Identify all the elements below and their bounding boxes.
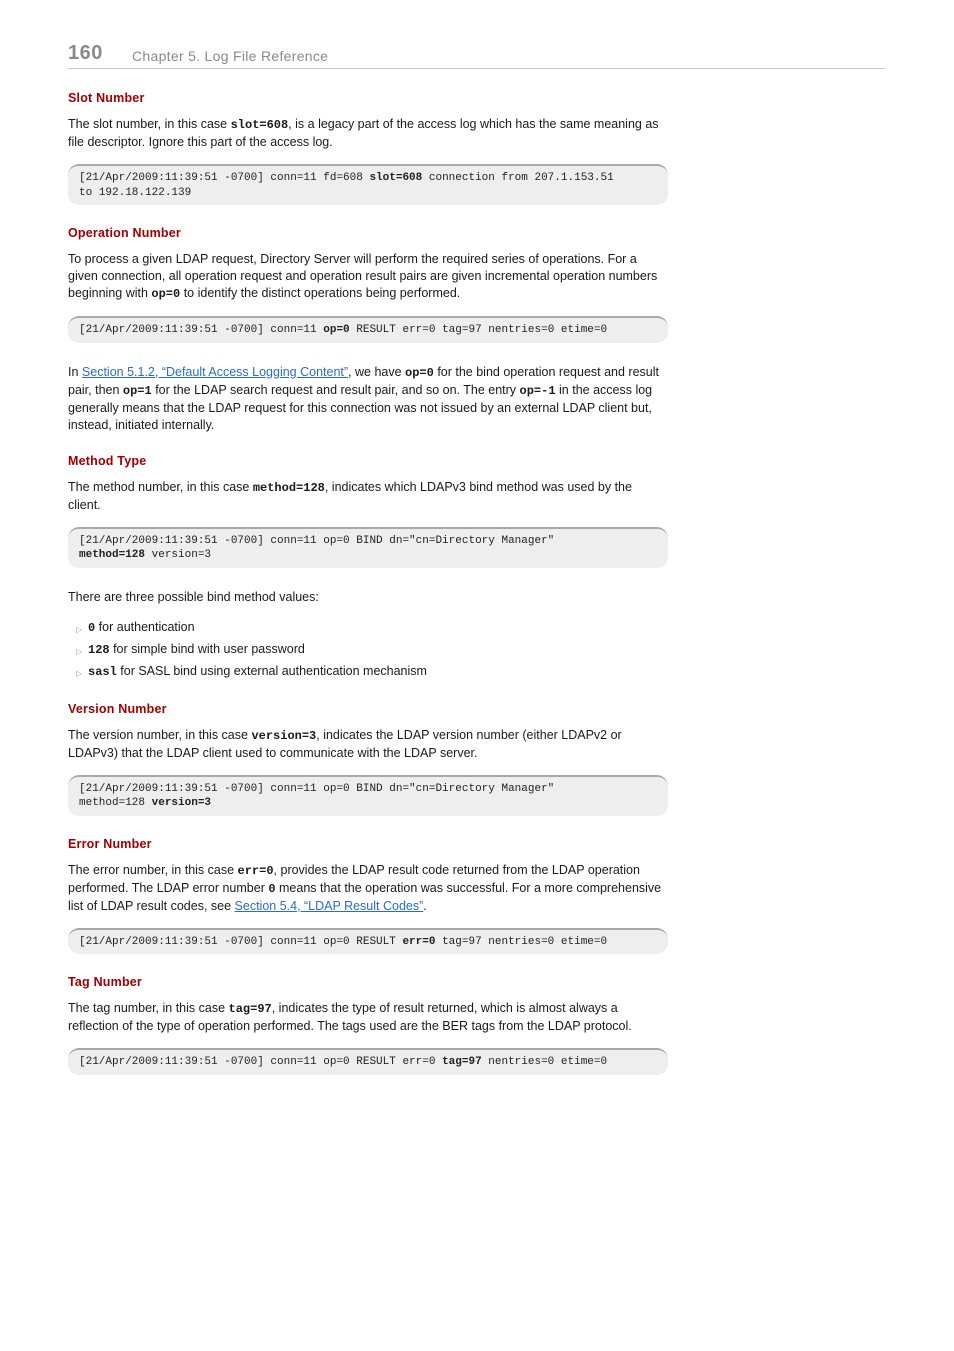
text: , is a legacy part of the access log which has the same meaning as file descriptor. Ignore this part of the access log. xyxy=(68,117,659,149)
inline-code: sasl xyxy=(88,664,117,679)
section-title: Slot Number xyxy=(68,91,145,105)
code-highlight: version=3 xyxy=(151,797,212,809)
list-item xyxy=(76,619,668,637)
code-block xyxy=(68,527,668,568)
section-version-number xyxy=(68,702,668,816)
text: In xyxy=(68,364,82,379)
bind-method-list xyxy=(68,619,668,681)
inline-code: op=0 xyxy=(405,365,434,380)
inline-code: 0 xyxy=(268,881,276,896)
bullet-arrow-icon: ▷ xyxy=(76,624,83,634)
code-highlight: err=0 xyxy=(402,935,436,948)
main-content xyxy=(68,91,668,1096)
list-item xyxy=(76,641,668,659)
inline-code: version=3 xyxy=(251,728,317,743)
code-block xyxy=(68,1048,668,1075)
code-text: to 192.18.122.139 xyxy=(79,186,192,199)
inline-code: op=1 xyxy=(122,383,152,398)
code-highlight: op=0 xyxy=(323,324,350,336)
code-text: connection from 207.1.153.51 xyxy=(422,172,614,184)
text: The method number, in this case xyxy=(68,479,253,494)
inline-code: slot=608 xyxy=(230,118,289,132)
text: The version number, in this case xyxy=(68,727,252,742)
paragraph xyxy=(68,251,668,303)
code-text: [21/Apr/2009:11:39:51 -0700] conn=11 op=0 RESULT xyxy=(79,935,403,948)
code-text: [21/Apr/2009:11:39:51 -0700] conn=11 op=0 BIND dn="cn=Directory Manager" xyxy=(79,534,555,547)
paragraph xyxy=(68,116,668,151)
code-text: RESULT err=0 tag=97 nentries=0 etime=0 xyxy=(349,324,608,336)
section-title: Version Number xyxy=(68,701,167,716)
page-number: 160 xyxy=(68,42,103,64)
text: for SASL bind using external authentication mechanism xyxy=(116,663,427,678)
text: in the access log generally means that the LDAP request for this connection was not issued by an external LDAP client but, instead, initiated internally. xyxy=(68,382,653,432)
paragraph xyxy=(68,479,668,514)
bullet-arrow-icon: ▷ xyxy=(76,646,83,656)
text: To process a given LDAP request, Directory Server will perform the required series of operations. For a given connection, all operation request and operation result pairs are given incremental operation numbers beginning with xyxy=(68,252,658,300)
inline-code: op=0 xyxy=(151,287,181,301)
code-block xyxy=(68,775,668,816)
code-highlight: method=128 xyxy=(79,549,146,561)
code-highlight: tag=97 xyxy=(442,1056,482,1068)
text: means that the operation was successful. For a more comprehensive list of LDAP result codes, see xyxy=(68,880,662,913)
list-item xyxy=(76,663,668,681)
code-text: [21/Apr/2009:11:39:51 -0700] conn=11 op=0 BIND dn="cn=Directory Manager" xyxy=(79,782,555,795)
text: , indicates the type of result returned, which is almost always a reflection of the type of operation performed. The tags used are the BER tags from the LDAP protocol. xyxy=(68,1001,632,1033)
chapter-title: Chapter 5. Log File Reference xyxy=(132,48,329,64)
paragraph: There are three possible bind method values: xyxy=(68,589,319,604)
text: for the LDAP search request and result pair, and so on. The entry xyxy=(151,382,520,397)
paragraph xyxy=(68,727,668,762)
section-link-default-access-logging[interactable]: Section 5.1.2, “Default Access Logging Content” xyxy=(81,364,349,379)
bullet-arrow-icon: ▷ xyxy=(76,668,83,678)
inline-code: err=0 xyxy=(237,863,274,878)
section-title: Method Type xyxy=(68,453,147,468)
section-title: Operation Number xyxy=(68,226,181,240)
text: to identify the distinct operations being performed. xyxy=(180,286,461,300)
code-text: [21/Apr/2009:11:39:51 -0700] conn=11 xyxy=(79,324,324,336)
section-error-number xyxy=(68,837,668,955)
code-text: [21/Apr/2009:11:39:51 -0700] conn=11 fd=608 xyxy=(79,172,370,184)
code-text: method=128 xyxy=(79,797,152,809)
section-tag-number xyxy=(68,975,668,1075)
code-block xyxy=(68,316,668,343)
inline-code: tag=97 xyxy=(228,1002,272,1016)
section-operation-number xyxy=(68,226,668,434)
text: for simple bind with user password xyxy=(109,641,305,656)
paragraph xyxy=(68,1000,668,1035)
paragraph xyxy=(68,364,668,434)
code-block xyxy=(68,164,668,205)
section-slot-number xyxy=(68,91,668,205)
code-text: nentries=0 etime=0 xyxy=(481,1056,608,1068)
section-method-type xyxy=(68,454,668,681)
inline-code: 0 xyxy=(88,620,96,635)
inline-code: 128 xyxy=(88,642,110,657)
text: The tag number, in this case xyxy=(68,1001,229,1015)
code-text: [21/Apr/2009:11:39:51 -0700] conn=11 op=0 RESULT err=0 xyxy=(79,1056,443,1068)
text: . xyxy=(423,898,427,913)
section-link-ldap-result-codes[interactable]: Section 5.4, “LDAP Result Codes” xyxy=(234,898,424,913)
text: The slot number, in this case xyxy=(68,117,231,131)
paragraph xyxy=(68,862,668,915)
text: , we have xyxy=(348,364,406,379)
code-highlight: slot=608 xyxy=(369,172,423,184)
code-block xyxy=(68,928,668,955)
page-header xyxy=(68,42,885,69)
text: , indicates the LDAP version number (either LDAPv2 or LDAPv3) that the LDAP client used to communicate with the LDAP server. xyxy=(68,727,622,760)
code-text: version=3 xyxy=(145,549,212,561)
section-title: Tag Number xyxy=(68,975,142,989)
text: for the bind operation request and result pair, then xyxy=(68,364,659,397)
code-text: tag=97 nentries=0 etime=0 xyxy=(435,935,608,948)
text: , indicates which LDAPv3 bind method was used by the client. xyxy=(68,479,632,512)
section-title: Error Number xyxy=(68,836,152,851)
text: for authentication xyxy=(95,619,195,634)
inline-code: op=-1 xyxy=(519,383,556,398)
text: , provides the LDAP result code returned from the LDAP operation performed. The LDAP error number xyxy=(68,862,640,895)
text: The error number, in this case xyxy=(68,862,238,877)
inline-code: method=128 xyxy=(252,480,325,495)
